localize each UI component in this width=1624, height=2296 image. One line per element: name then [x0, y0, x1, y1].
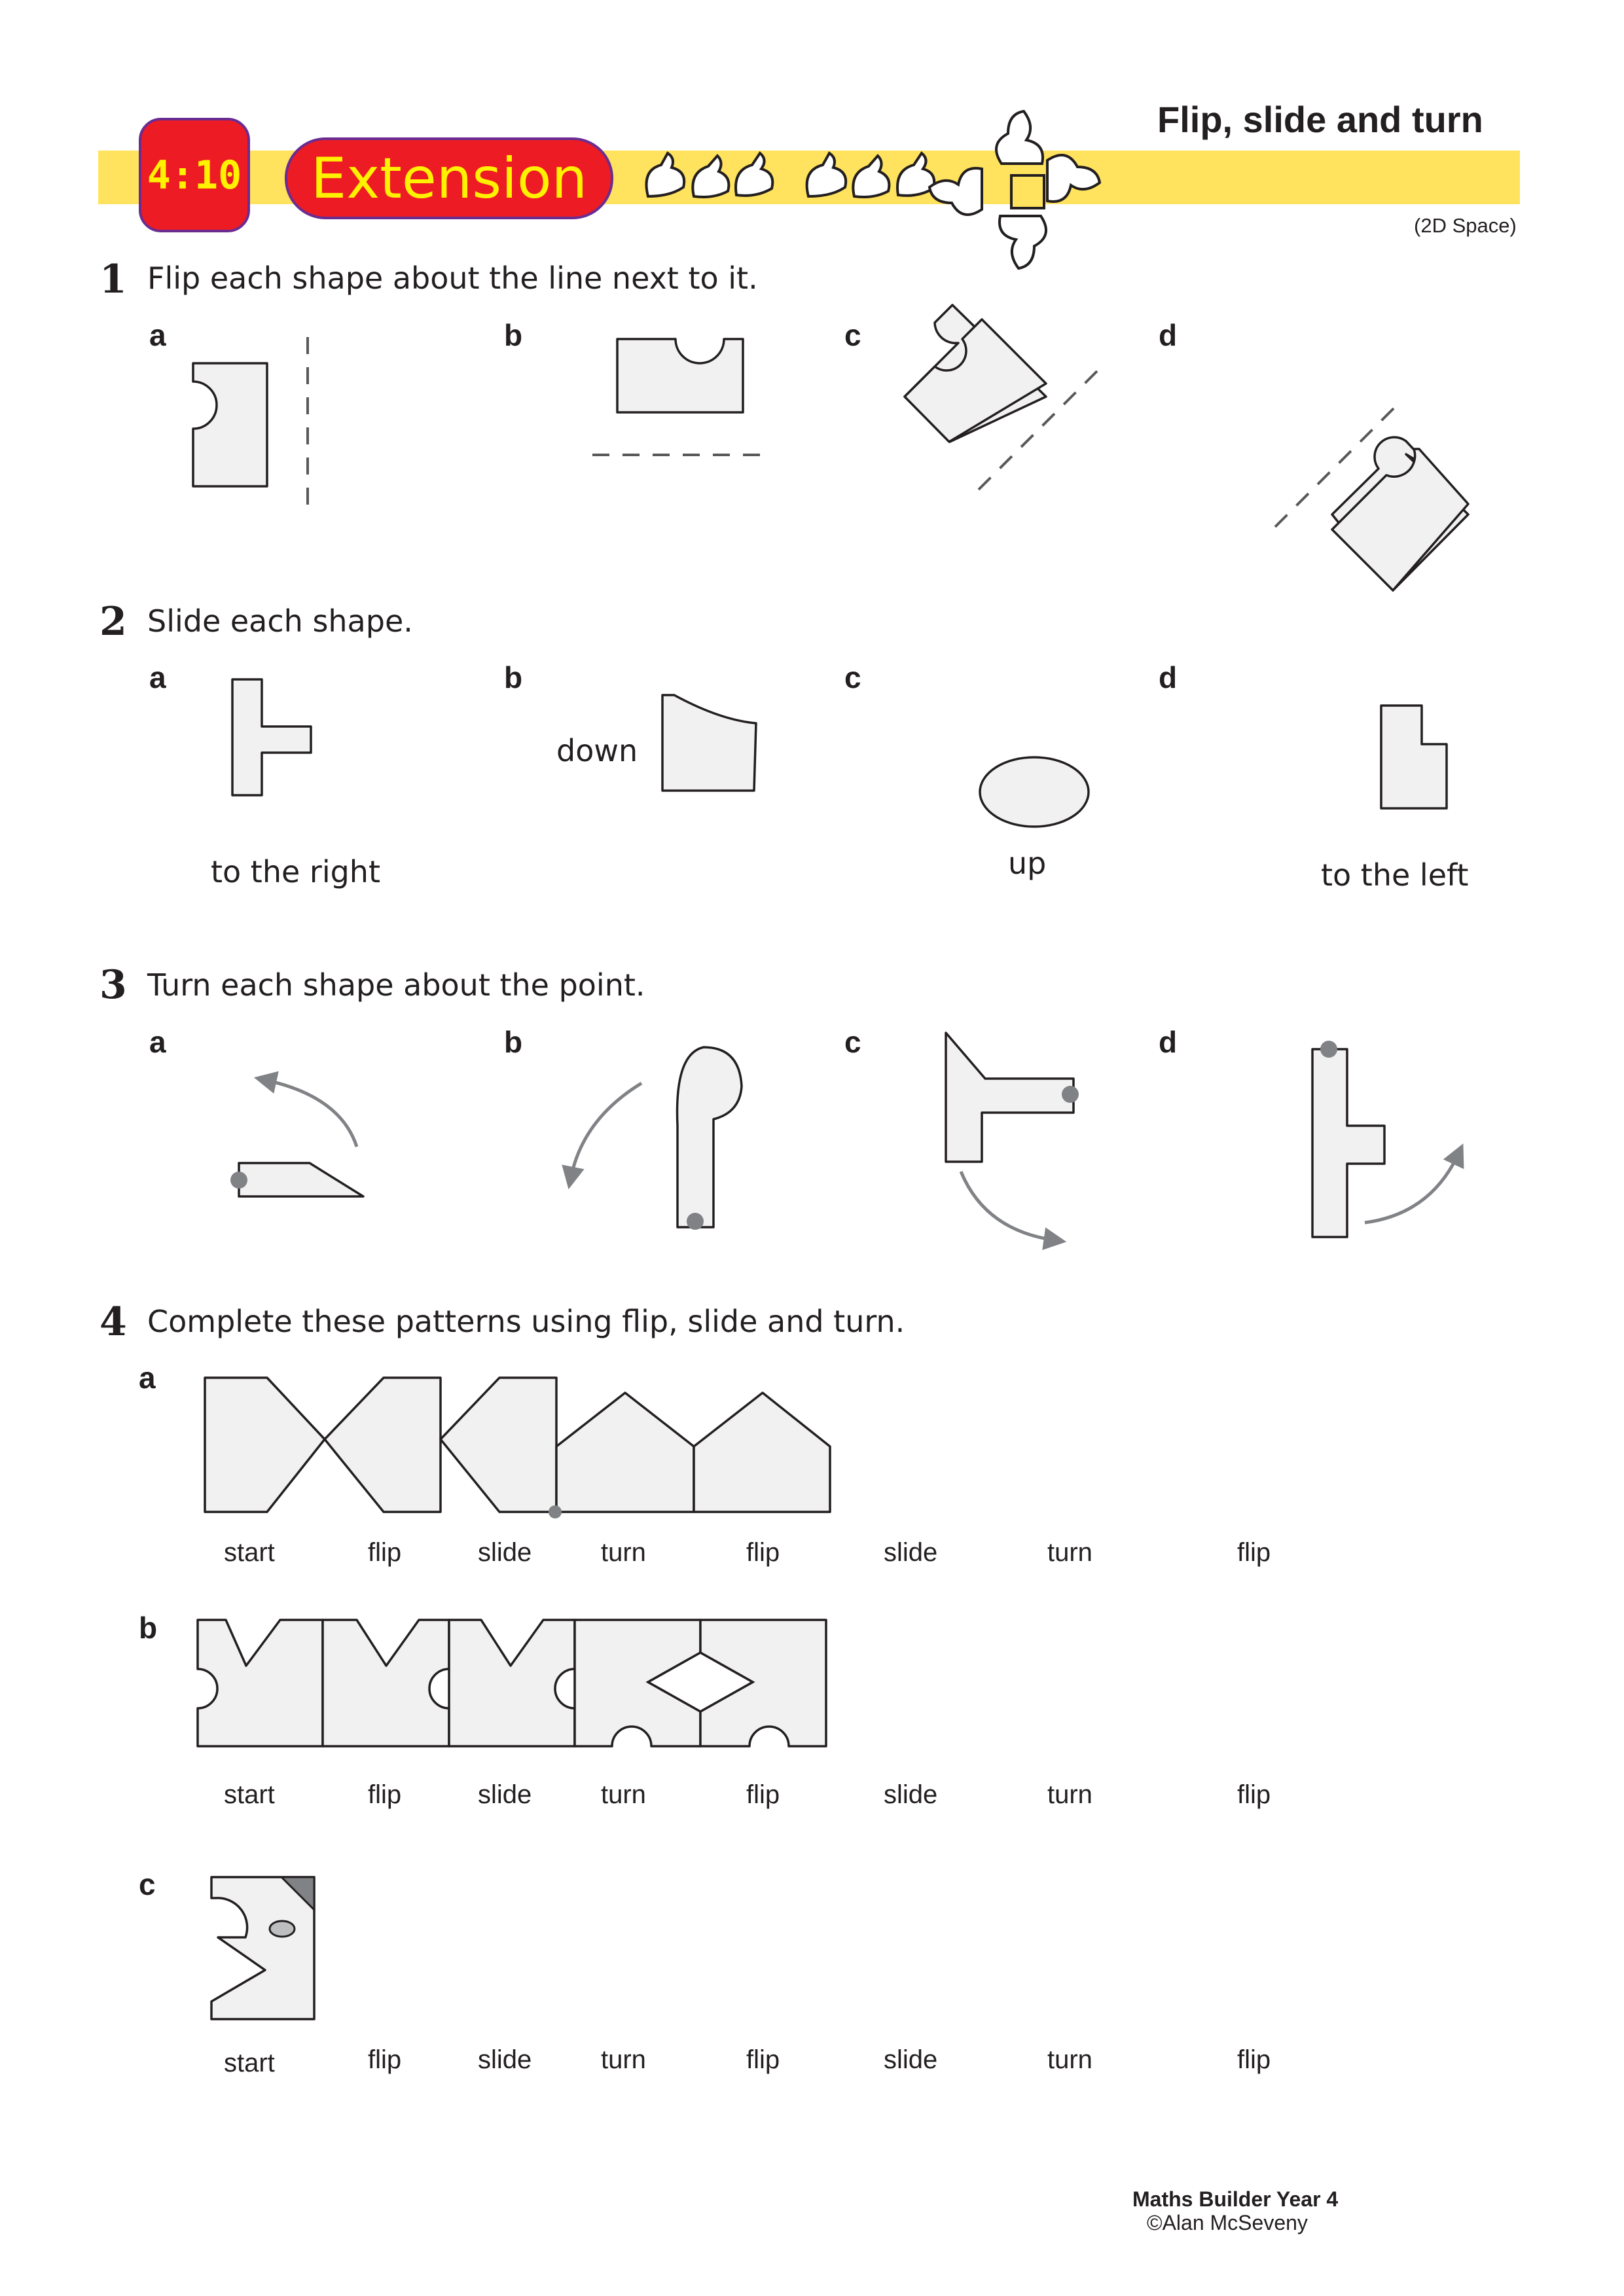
q4c-step-turn: turn	[601, 2045, 646, 2074]
q2-part-d-label: d	[1159, 660, 1178, 694]
q3-part-b-label: b	[504, 1025, 523, 1059]
q4c-oval-marker	[270, 1921, 295, 1937]
q4b-step-slide-2: slide	[884, 1780, 938, 1809]
q4b-step-turn: turn	[601, 1780, 646, 1809]
q4b-step-flip-2: flip	[746, 1780, 780, 1809]
q1-part-b-label: b	[504, 318, 523, 352]
q2-part-a-label: a	[149, 660, 166, 694]
q4-part-b-label: b	[139, 1611, 158, 1645]
q2b-direction: down	[556, 733, 638, 768]
question-4-number: 4	[99, 1299, 127, 1345]
q4-part-a-label: a	[139, 1361, 156, 1395]
q4b-step-flip: flip	[368, 1780, 402, 1809]
question-2-number: 2	[99, 599, 127, 645]
q4b-step-slide: slide	[478, 1780, 532, 1809]
q1-part-d-label: d	[1159, 318, 1178, 352]
q4a-step-flip-2: flip	[746, 1538, 780, 1567]
q1-part-c-label: c	[844, 318, 861, 352]
q4a-step-slide: slide	[478, 1538, 532, 1567]
q4b-step-start: start	[224, 1780, 275, 1809]
q4a-start-shape	[205, 1378, 325, 1512]
q4b-pattern	[198, 1620, 826, 1746]
footer-book-title: Maths Builder Year 4	[1132, 2187, 1339, 2211]
q3-part-d-label: d	[1159, 1025, 1178, 1059]
q4c-step-turn-2: turn	[1047, 2045, 1092, 2074]
q4c-pattern	[211, 1877, 314, 2019]
q4a-turn-shape	[556, 1393, 694, 1512]
q4c-step-slide-2: slide	[884, 2045, 938, 2074]
q4c-step-slide: slide	[478, 2045, 532, 2074]
question-2-text: Slide each shape.	[147, 603, 413, 639]
q4a-step-flip-3: flip	[1237, 1538, 1271, 1567]
q4a-pattern	[205, 1378, 830, 1518]
q4a-turn-point	[549, 1505, 562, 1518]
strand-label: (2D Space)	[1414, 214, 1517, 237]
q4a-step-slide-2: slide	[884, 1538, 938, 1567]
q4c-step-flip-2: flip	[746, 2045, 780, 2074]
q2a-direction: to the right	[211, 854, 380, 889]
q4a-step-flip: flip	[368, 1538, 402, 1567]
page-topic: Flip, slide and turn	[1157, 99, 1483, 140]
q2-part-c-label: c	[844, 660, 861, 694]
q4b-step-turn-2: turn	[1047, 1780, 1092, 1809]
q3-part-a-label: a	[149, 1025, 166, 1059]
q4c-start-shape	[211, 1877, 314, 2019]
q1-part-a-label: a	[149, 318, 166, 352]
q4b-start-shape	[198, 1620, 323, 1746]
footer-copyright: ©Alan McSeveny	[1147, 2211, 1308, 2234]
q4a-flip-2-shape	[694, 1393, 830, 1512]
q4a-slide-shape	[441, 1378, 556, 1512]
q2c-direction: up	[1008, 846, 1047, 881]
q4c-step-flip-3: flip	[1237, 2045, 1271, 2074]
question-1-text: Flip each shape about the line next to it.	[147, 260, 758, 296]
q4a-step-turn-2: turn	[1047, 1538, 1092, 1567]
q4b-flip-shape	[323, 1620, 449, 1746]
q4b-step-flip-3: flip	[1237, 1780, 1271, 1809]
extension-badge: Extension	[285, 137, 613, 219]
q4-part-c-label: c	[139, 1867, 156, 1901]
question-4-text: Complete these patterns using flip, slide and turn.	[147, 1304, 905, 1339]
question-1-number: 1	[99, 257, 127, 302]
q2d-direction: to the left	[1321, 857, 1469, 893]
q2-part-b-label: b	[504, 660, 523, 694]
q4a-flip-shape	[325, 1378, 441, 1512]
q4c-step-flip: flip	[368, 2045, 402, 2074]
q4a-step-turn: turn	[601, 1538, 646, 1567]
question-3-text: Turn each shape about the point.	[147, 967, 645, 1003]
question-3-number: 3	[99, 962, 127, 1008]
q4b-slide-shape	[449, 1620, 575, 1746]
q4a-step-start: start	[224, 1538, 275, 1567]
q4c-step-start: start	[224, 2049, 275, 2077]
unit-code-badge: 4:10	[139, 118, 250, 232]
q3-part-c-label: c	[844, 1025, 861, 1059]
